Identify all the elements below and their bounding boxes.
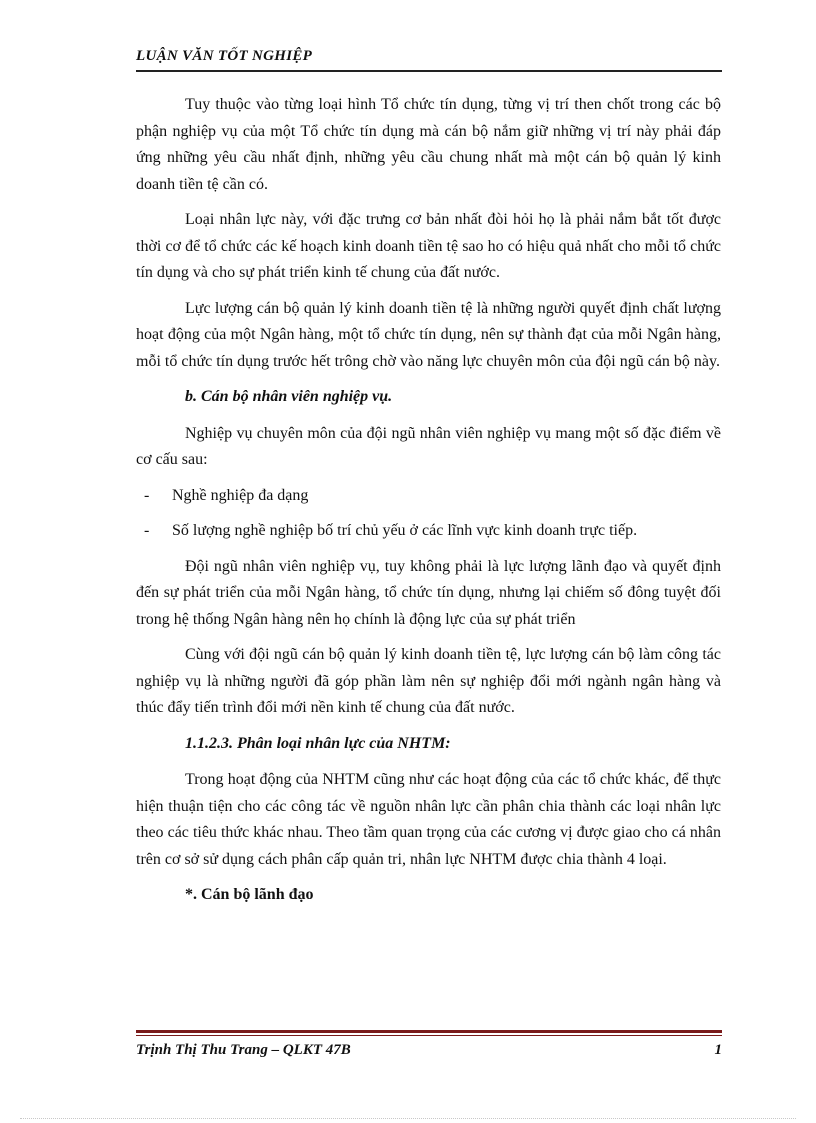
paragraph: Cùng với đội ngũ cán bộ quản lý kinh doanh tiền tệ, lực lượng cán bộ làm công tác nghiệp vụ là những người đã góp phần làm nên sự nghiệp đổi mới ngành ngân hàng và thúc đẩy tiến trình đổi mới nền kinh tế chung của đất nước. [136,646,721,716]
footer-rule [136,1030,722,1033]
bullet-dash: - [144,522,150,539]
page-header [136,48,722,72]
paragraph: Trong hoạt động của NHTM cũng như các hoạt động của các tổ chức khác, để thực hiện thuận tiện cho các công tác về nguồn nhân lực cần phân chia thành các loại nhân lực theo các tiêu thức khác nhau. Theo tầm quan trọng của các cương vị được giao cho cá nhân trên cơ sở sử dụng cách phân cấp quản tri, nhân lực NHTM được chia thành 4 loại. [136,771,721,868]
paragraph-intro: Nghiệp vụ chuyên môn của đội ngũ nhân viên nghiệp vụ mang một số đặc điểm về cơ cấu sau: [136,424,721,468]
footer-row [136,1042,722,1059]
bullet-text: Số lượng nghề nghiệp bố trí chủ yếu ở các lĩnh vực kinh doanh trực tiếp. [172,522,638,539]
footer-author: Trịnh Thị Thu Trang – QLKT 47B [136,1042,351,1058]
paragraph: Tuy thuộc vào từng loại hình Tổ chức tín dụng, từng vị trí then chốt trong các bộ phận nghiệp vụ của một Tổ chức tín dụng mà cán bộ nắm giữ những vị trí này phải đáp ứng những yêu cầu nhất định, những yêu cầu chung nhất mà một cán bộ quản lý kinh doanh tiền tệ cần có. [136,96,721,193]
bullet-dash: - [144,486,150,504]
subsection-heading: 1.1.2.3. Phân loại nhân lực của NHTM: [185,734,451,752]
page-edge-divider [20,1118,796,1119]
bullet-text: Nghề nghiệp đa dạng [172,486,309,504]
paragraph: Loại nhân lực này, với đặc trưng cơ bản nhất đòi hỏi họ là phải nắm bắt tốt được thời cơ để tổ chức các kế hoạch kinh doanh tiền tệ sao ho có hiệu quả nhất cho mỗi tổ chức tín dụng và cho sự phát triển kinh tế chung của đất nước. [136,211,721,281]
page-number: 1 [714,1042,722,1058]
header-title: LUẬN VĂN TỐT NGHIỆP [136,48,313,64]
paragraph: Lực lượng cán bộ quản lý kinh doanh tiền tệ là những người quyết định chất lượng hoạt động của một Ngân hàng, một tổ chức tín dụng, nên sự thành đạt của mỗi Ngân hàng, mỗi tổ chức tín dụng trước hết trông chờ vào năng lực chuyên môn của đội ngũ cán bộ này. [136,299,721,370]
footer-rule-thin [136,1035,722,1036]
section-heading-b: b. Cán bộ nhân viên nghiệp vụ. [185,388,393,405]
item-heading: *. Cán bộ lãnh đạo [185,886,314,903]
header-rule [136,70,722,72]
paragraph: Đội ngũ nhân viên nghiệp vụ, tuy không phải là lực lượng lãnh đạo và quyết định đến sự phát triển của mỗi Ngân hàng, tổ chức tín dụng, nhưng lại chiếm số đông tuyệt đối trong hệ thống Ngân hàng nên họ chính là động lực của sự phát triển [136,557,721,628]
bullet-item [136,518,721,545]
page-footer [136,1030,722,1059]
bullet-item [136,483,721,510]
document-body [136,92,721,909]
